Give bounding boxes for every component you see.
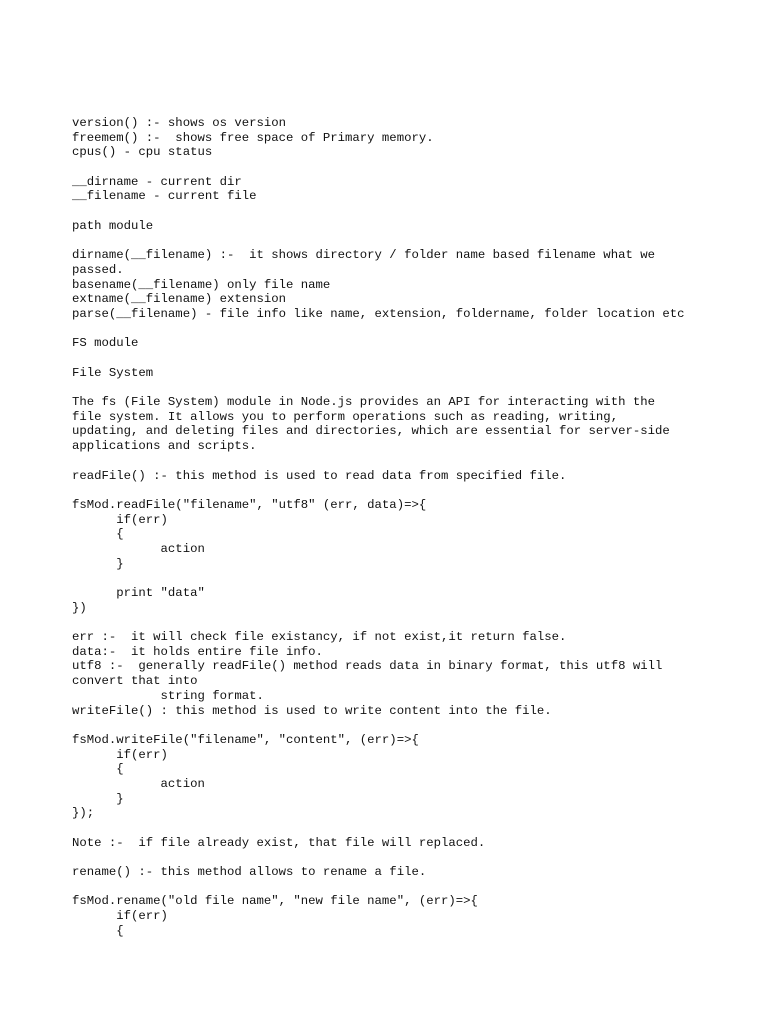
text-line: utf8 :- generally readFile() method reads data in binary format, this utf8 will [72,659,663,674]
text-line: The fs (File System) module in Node.js provides an API for interacting with the [72,395,655,410]
blank-line [72,322,732,337]
blank-line [72,571,732,586]
blank-line [72,204,732,219]
text-line: updating, and deleting files and directories, which are essential for server-side [72,424,670,439]
text-line: readFile() :- this method is used to read data from specified file. [72,468,567,483]
blank-line [72,234,732,249]
code-line: if(err) [72,747,168,762]
text-line: __dirname - current dir [72,174,242,189]
code-line: { [72,527,124,542]
code-line: } [72,556,124,571]
text-line: passed. [72,262,124,277]
text-line: dirname(__filename) :- it shows directory / folder name based filename what we [72,248,655,263]
section-heading: FS module [72,336,139,351]
text-line: basename(__filename) only file name [72,277,331,292]
code-line: action [72,541,205,556]
text-line: file system. It allows you to perform operations such as reading, writing, [72,409,619,424]
text-line: convert that into [72,674,198,689]
text-line: rename() :- this method allows to rename a file. [72,865,427,880]
code-line: action [72,776,205,791]
text-line: extname(__filename) extension [72,292,287,307]
text-line: parse(__filename) - file info like name, extension, foldername, folder location etc [72,306,685,321]
text-line: freemem() :- shows free space of Primary memory. [72,130,434,145]
text-line: __filename - current file [72,189,257,204]
blank-line [72,454,732,469]
code-line: } [72,791,124,806]
code-line: }) [72,600,87,615]
blank-line [72,718,732,733]
section-heading: File System [72,365,154,380]
code-line: }); [72,806,95,821]
code-line: fsMod.writeFile("filename", "content", (err)=>{ [72,732,419,747]
blank-line [72,880,732,895]
text-line: version() :- shows os version [72,116,287,130]
blank-line [72,351,732,366]
text-line: data:- it holds entire file info. [72,644,323,659]
code-line: print "data" [72,586,205,600]
code-line: if(err) [72,909,168,924]
blank-line [72,850,732,865]
code-line: fsMod.rename("old file name", "new file name", (err)=>{ [72,894,478,909]
document-page [72,116,732,939]
code-line: { [72,762,124,777]
text-line: Note :- if file already exist, that file will replaced. [72,835,486,850]
section-heading: path module [72,218,154,233]
text-line: string format. [72,688,264,703]
code-line: fsMod.readFile("filename", "utf8" (err, data)=>{ [72,497,427,512]
code-line: if(err) [72,512,168,527]
text-line: cpus() - cpu status [72,145,213,160]
blank-line [72,380,732,395]
blank-line [72,615,732,630]
blank-line [72,821,732,836]
code-line: { [72,923,124,938]
text-line: err :- it will check file existancy, if not exist,it return false. [72,630,567,645]
text-line: applications and scripts. [72,439,257,454]
blank-line [72,483,732,498]
text-line: writeFile() : this method is used to write content into the file. [72,703,552,718]
blank-line [72,160,732,175]
